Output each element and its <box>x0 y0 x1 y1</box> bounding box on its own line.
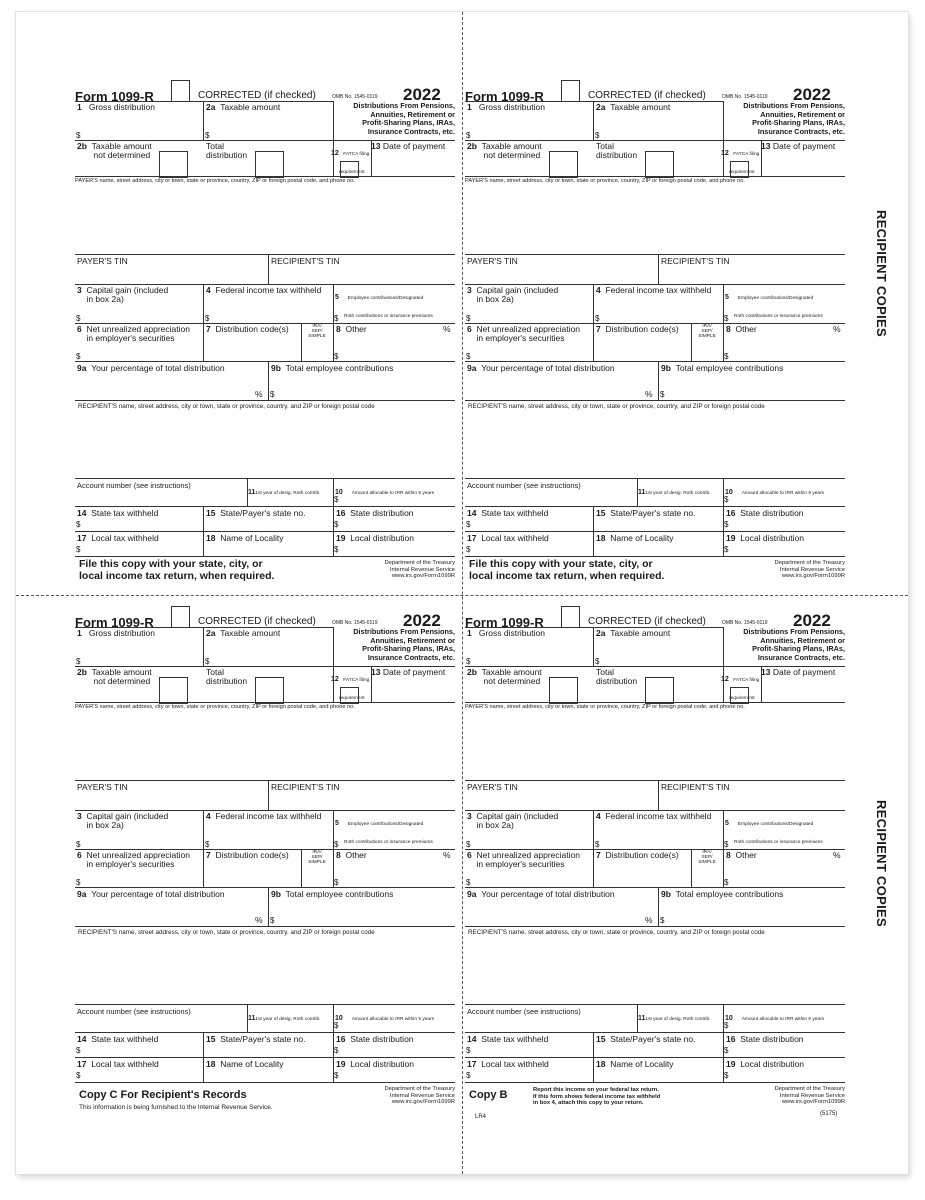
box9b-employee-contributions: 9b Total employee contributions <box>661 889 784 899</box>
box12-fatca: 12 FATCA filing requirement <box>331 676 370 701</box>
box10-dollar: $ <box>724 495 729 504</box>
box9a-percent: % <box>645 389 653 399</box>
box5-employee-contributions: 5 Employee contributions/Designated Roth contributions or insurance premiums <box>725 294 823 319</box>
box8-percent: % <box>443 850 451 860</box>
box17-local-tax: 17 Local tax withheld <box>467 533 549 543</box>
corrected-checkbox[interactable] <box>561 606 580 628</box>
box17-local-tax: 17 Local tax withheld <box>77 1059 159 1069</box>
box15-state-payer-no: 15 State/Payer's state no. <box>206 508 306 518</box>
box15-state-payer-no: 15 State/Payer's state no. <box>596 508 696 518</box>
dept-treasury: Department of the Treasury Internal Revenue Service www.irs.gov/Form1099R <box>774 1086 845 1105</box>
payer-info-label: PAYER'S name, street address, city or town, state or province, country, ZIP or foreign postal code, and phone no. <box>75 178 355 184</box>
corrected-label: CORRECTED (if checked) <box>588 616 706 627</box>
box10-amount-irr: 10 Amount allocable to IRR within 5 years <box>725 1015 825 1022</box>
box14-dollar: $ <box>76 1046 81 1055</box>
payer-tin: PAYER'S TIN <box>77 782 128 792</box>
box16-state-distribution: 16 State distribution <box>336 1034 414 1044</box>
box2a-dollar: $ <box>595 131 600 140</box>
box2a-taxable-amount: 2a Taxable amount <box>596 102 671 112</box>
box16-dollar: $ <box>334 1046 339 1055</box>
vertical-perforation <box>462 12 463 1174</box>
box1-dollar: $ <box>76 131 81 140</box>
box12-fatca: 12 FATCA filing requirement <box>331 150 370 175</box>
box4-dollar: $ <box>205 314 210 323</box>
box9b-employee-contributions: 9b Total employee contributions <box>271 363 394 373</box>
box5-dollar: $ <box>334 314 339 323</box>
box9a-percent: % <box>645 915 653 925</box>
box8-dollar: $ <box>724 352 729 361</box>
box8-dollar: $ <box>724 878 729 887</box>
payer-tin: PAYER'S TIN <box>467 782 518 792</box>
box4-federal-tax-withheld: 4 Federal income tax withheld <box>596 285 712 295</box>
box18-locality: 18 Name of Locality <box>206 1059 284 1069</box>
side-label-text: RECIPIENT COPIES <box>873 209 889 337</box>
dept-treasury: Department of the Treasury Internal Revenue Service www.irs.gov/Form1099R <box>384 1086 455 1105</box>
omb-number: OMB No. 1545-0119 <box>722 94 768 100</box>
total-distribution: Total distribution <box>596 667 638 686</box>
form-name: Form 1099-R <box>465 615 544 630</box>
form-name: Form 1099-R <box>75 89 154 104</box>
ira-sep-simple: IRA/ SEP/ SIMPLE <box>308 850 326 866</box>
total-distribution-checkbox[interactable] <box>255 151 284 178</box>
box3-dollar: $ <box>466 840 471 849</box>
account-number: Account number (see instructions) <box>77 1007 191 1016</box>
box16-state-distribution: 16 State distribution <box>726 1034 804 1044</box>
omb-number: OMB No. 1545-0119 <box>332 94 378 100</box>
box9a-percentage: 9a Your percentage of total distribution <box>77 363 225 373</box>
box2b-checkbox[interactable] <box>159 677 188 704</box>
corrected-checkbox[interactable] <box>171 606 190 628</box>
box2a-taxable-amount: 2a Taxable amount <box>206 628 281 638</box>
box3-capital-gain: 3 Capital gain (included in box 2a) <box>467 285 559 304</box>
box12-fatca: 12 FATCA filing requirement <box>721 150 760 175</box>
corrected-checkbox[interactable] <box>561 80 580 102</box>
box9a-percentage: 9a Your percentage of total distribution <box>467 363 615 373</box>
box13-date-of-payment: 13 Date of payment <box>761 667 836 677</box>
box10-dollar: $ <box>334 495 339 504</box>
footer-instruction: File this copy with your state, city, or local income tax return, when required. <box>79 558 275 582</box>
payer-tin: PAYER'S TIN <box>77 256 128 266</box>
total-distribution-checkbox[interactable] <box>645 151 674 178</box>
form-bottom-right <box>465 611 845 1134</box>
payer-tin: PAYER'S TIN <box>467 256 518 266</box>
box19-local-distribution: 19 Local distribution <box>726 533 804 543</box>
form-name: Form 1099-R <box>465 89 544 104</box>
corrected-label: CORRECTED (if checked) <box>198 616 316 627</box>
omb-number: OMB No. 1545-0119 <box>722 620 768 626</box>
box1-dollar: $ <box>466 657 471 666</box>
box2b-taxable-not-determined: 2b Taxable amount not determined <box>77 141 152 160</box>
box6-dollar: $ <box>466 352 471 361</box>
box17-dollar: $ <box>76 1071 81 1080</box>
box6-dollar: $ <box>76 878 81 887</box>
box19-dollar: $ <box>724 1071 729 1080</box>
box12-checkbox[interactable] <box>730 687 749 704</box>
box2a-taxable-amount: 2a Taxable amount <box>596 628 671 638</box>
box15-state-payer-no: 15 State/Payer's state no. <box>596 1034 696 1044</box>
box19-dollar: $ <box>334 545 339 554</box>
box6-dollar: $ <box>76 352 81 361</box>
box4-dollar: $ <box>205 840 210 849</box>
recipient-tin: RECIPIENT'S TIN <box>661 256 730 266</box>
box6-net-unrealized: 6 Net unrealized appreciation in employer's securities <box>467 850 580 869</box>
box5-dollar: $ <box>724 840 729 849</box>
box8-dollar: $ <box>334 878 339 887</box>
tax-year: 2022 <box>403 611 441 630</box>
box14-state-tax: 14 State tax withheld <box>77 1034 159 1044</box>
box10-amount-irr: 10 Amount allocable to IRR within 5 years <box>725 489 825 496</box>
form-code-left: LR4 <box>475 1114 487 1120</box>
recipient-tin: RECIPIENT'S TIN <box>271 256 340 266</box>
box18-locality: 18 Name of Locality <box>596 1059 674 1069</box>
box14-state-tax: 14 State tax withheld <box>467 508 549 518</box>
box2a-dollar: $ <box>205 131 210 140</box>
box5-dollar: $ <box>724 314 729 323</box>
box8-percent: % <box>833 850 841 860</box>
box16-dollar: $ <box>334 520 339 529</box>
corrected-checkbox[interactable] <box>171 80 190 102</box>
box1-dollar: $ <box>76 657 81 666</box>
box17-dollar: $ <box>76 545 81 554</box>
box8-other: 8 Other <box>726 850 757 860</box>
form-bottom-left <box>75 611 455 1134</box>
box16-dollar: $ <box>724 1046 729 1055</box>
box10-amount-irr: 10 Amount allocable to IRR within 5 years <box>335 1015 435 1022</box>
box1-gross-distribution: 1 Gross distribution <box>77 102 155 112</box>
box8-dollar: $ <box>334 352 339 361</box>
box19-dollar: $ <box>334 1071 339 1080</box>
box11-roth-year: 111st year of desig. Roth contrib. <box>638 489 711 496</box>
box17-dollar: $ <box>466 1071 471 1080</box>
box2b-taxable-not-determined: 2b Taxable amount not determined <box>77 667 152 686</box>
copy-c-subtitle: This information is being furnished to the Internal Revenue Service. <box>79 1104 273 1111</box>
box7-distribution-code: 7 Distribution code(s) <box>206 324 289 334</box>
box12-checkbox[interactable] <box>340 161 359 178</box>
corrected-label: CORRECTED (if checked) <box>588 90 706 101</box>
box9b-employee-contributions: 9b Total employee contributions <box>271 889 394 899</box>
recipient-info-label: RECIPIENT'S name, street address, city or town, state or province, country, and ZIP or foreign postal code <box>468 929 765 936</box>
footer-instruction: File this copy with your state, city, or local income tax return, when required. <box>469 558 665 582</box>
box18-locality: 18 Name of Locality <box>596 533 674 543</box>
form-name: Form 1099-R <box>75 615 154 630</box>
box14-state-tax: 14 State tax withheld <box>467 1034 549 1044</box>
box5-employee-contributions: 5 Employee contributions/Designated Roth contributions or insurance premiums <box>335 820 433 845</box>
box11-roth-year: 111st year of desig. Roth contrib. <box>248 489 321 496</box>
box3-capital-gain: 3 Capital gain (included in box 2a) <box>467 811 559 830</box>
copy-b-note: Report this income on your federal tax return. If this form shows federal income tax withheld in box 4, attach this copy to your return. <box>533 1087 661 1107</box>
payer-info-label: PAYER'S name, street address, city or town, state or province, country, ZIP or foreign postal code, and phone no. <box>465 178 745 184</box>
box11-roth-year: 111st year of desig. Roth contrib. <box>638 1015 711 1022</box>
box10-dollar: $ <box>724 1021 729 1030</box>
box4-federal-tax-withheld: 4 Federal income tax withheld <box>206 285 322 295</box>
box12-checkbox[interactable] <box>730 161 749 178</box>
box9b-dollar: $ <box>270 390 275 399</box>
box4-dollar: $ <box>595 840 600 849</box>
box19-local-distribution: 19 Local distribution <box>726 1059 804 1069</box>
form-title: Distributions From Pensions, Annuities, Retirement or Profit-Sharing Plans, IRAs, Insurance Contracts, etc. <box>743 627 845 662</box>
account-number: Account number (see instructions) <box>467 481 581 490</box>
box10-amount-irr: 10 Amount allocable to IRR within 5 years <box>335 489 435 496</box>
payer-info-label: PAYER'S name, street address, city or town, state or province, country, ZIP or foreign postal code, and phone no. <box>465 704 745 710</box>
box2b-checkbox[interactable] <box>549 677 578 704</box>
box5-employee-contributions: 5 Employee contributions/Designated Roth contributions or insurance premiums <box>725 820 823 845</box>
box9b-employee-contributions: 9b Total employee contributions <box>661 363 784 373</box>
box13-date-of-payment: 13 Date of payment <box>371 667 446 677</box>
box9a-percent: % <box>255 389 263 399</box>
box9a-percent: % <box>255 915 263 925</box>
box17-local-tax: 17 Local tax withheld <box>467 1059 549 1069</box>
copy-b-title: Copy B <box>469 1089 508 1101</box>
box6-dollar: $ <box>466 878 471 887</box>
box9b-dollar: $ <box>660 916 665 925</box>
box7-distribution-code: 7 Distribution code(s) <box>206 850 289 860</box>
box8-other: 8 Other <box>726 324 757 334</box>
box19-local-distribution: 19 Local distribution <box>336 533 414 543</box>
box9a-percentage: 9a Your percentage of total distribution <box>77 889 225 899</box>
box3-capital-gain: 3 Capital gain (included in box 2a) <box>77 285 169 304</box>
box19-local-distribution: 19 Local distribution <box>336 1059 414 1069</box>
form-title: Distributions From Pensions, Annuities, Retirement or Profit-Sharing Plans, IRAs, Insurance Contracts, etc. <box>743 101 845 136</box>
box13-date-of-payment: 13 Date of payment <box>371 141 446 151</box>
dept-treasury: Department of the Treasury Internal Revenue Service www.irs.gov/Form1099R <box>774 560 845 579</box>
recipient-info-label: RECIPIENT'S name, street address, city or town, state or province, country, and ZIP or foreign postal code <box>78 929 375 936</box>
box17-dollar: $ <box>466 545 471 554</box>
box14-dollar: $ <box>76 520 81 529</box>
box9b-dollar: $ <box>660 390 665 399</box>
box5-employee-contributions: 5 Employee contributions/Designated Roth contributions or insurance premiums <box>335 294 433 319</box>
total-distribution-checkbox[interactable] <box>255 677 284 704</box>
corrected-label: CORRECTED (if checked) <box>198 90 316 101</box>
box3-dollar: $ <box>466 314 471 323</box>
box19-dollar: $ <box>724 545 729 554</box>
total-distribution: Total distribution <box>206 141 248 160</box>
box4-dollar: $ <box>595 314 600 323</box>
tax-year: 2022 <box>793 611 831 630</box>
box1-gross-distribution: 1 Gross distribution <box>467 102 545 112</box>
box10-dollar: $ <box>334 1021 339 1030</box>
recipient-info-label: RECIPIENT'S name, street address, city or town, state or province, country, and ZIP or foreign postal code <box>78 403 375 410</box>
box2b-taxable-not-determined: 2b Taxable amount not determined <box>467 667 542 686</box>
box1-gross-distribution: 1 Gross distribution <box>77 628 155 638</box>
box7-distribution-code: 7 Distribution code(s) <box>596 850 679 860</box>
box1-dollar: $ <box>466 131 471 140</box>
box16-state-distribution: 16 State distribution <box>726 508 804 518</box>
box9a-percentage: 9a Your percentage of total distribution <box>467 889 615 899</box>
box17-local-tax: 17 Local tax withheld <box>77 533 159 543</box>
form-top-left <box>75 85 455 608</box>
recipient-info-label: RECIPIENT'S name, street address, city or town, state or province, country, and ZIP or foreign postal code <box>468 403 765 410</box>
box16-state-distribution: 16 State distribution <box>336 508 414 518</box>
box6-net-unrealized: 6 Net unrealized appreciation in employer's securities <box>77 850 190 869</box>
form-title: Distributions From Pensions, Annuities, Retirement or Profit-Sharing Plans, IRAs, Insurance Contracts, etc. <box>353 101 455 136</box>
box2b-checkbox[interactable] <box>159 151 188 178</box>
box2b-checkbox[interactable] <box>549 151 578 178</box>
form-top-right <box>465 85 845 608</box>
account-number: Account number (see instructions) <box>77 481 191 490</box>
account-number: Account number (see instructions) <box>467 1007 581 1016</box>
payer-info-label: PAYER'S name, street address, city or town, state or province, country, ZIP or foreign postal code, and phone no. <box>75 704 355 710</box>
box14-state-tax: 14 State tax withheld <box>77 508 159 518</box>
tax-year: 2022 <box>403 85 441 104</box>
tax-year: 2022 <box>793 85 831 104</box>
box9b-dollar: $ <box>270 916 275 925</box>
box2a-dollar: $ <box>595 657 600 666</box>
box4-federal-tax-withheld: 4 Federal income tax withheld <box>206 811 322 821</box>
box4-federal-tax-withheld: 4 Federal income tax withheld <box>596 811 712 821</box>
ira-sep-simple: IRA/ SEP/ SIMPLE <box>698 324 716 340</box>
total-distribution-checkbox[interactable] <box>645 677 674 704</box>
box8-other: 8 Other <box>336 850 367 860</box>
box13-date-of-payment: 13 Date of payment <box>761 141 836 151</box>
total-distribution: Total distribution <box>206 667 248 686</box>
box8-other: 8 Other <box>336 324 367 334</box>
box15-state-payer-no: 15 State/Payer's state no. <box>206 1034 306 1044</box>
form-code-right: (5175) <box>820 1111 838 1117</box>
box2a-taxable-amount: 2a Taxable amount <box>206 102 281 112</box>
box16-dollar: $ <box>724 520 729 529</box>
box11-roth-year: 111st year of desig. Roth contrib. <box>248 1015 321 1022</box>
box8-percent: % <box>833 324 841 334</box>
box1-gross-distribution: 1 Gross distribution <box>467 628 545 638</box>
box5-dollar: $ <box>334 840 339 849</box>
box12-fatca: 12 FATCA filing requirement <box>721 676 760 701</box>
copy-c-title: Copy C For Recipient's Records <box>79 1089 247 1101</box>
ira-sep-simple: IRA/ SEP/ SIMPLE <box>698 850 716 866</box>
side-label-text: RECIPIENT COPIES <box>873 799 889 927</box>
box8-percent: % <box>443 324 451 334</box>
omb-number: OMB No. 1545-0119 <box>332 620 378 626</box>
box2b-taxable-not-determined: 2b Taxable amount not determined <box>467 141 542 160</box>
box12-checkbox[interactable] <box>340 687 359 704</box>
total-distribution: Total distribution <box>596 141 638 160</box>
recipient-tin: RECIPIENT'S TIN <box>661 782 730 792</box>
dept-treasury: Department of the Treasury Internal Revenue Service www.irs.gov/Form1099R <box>384 560 455 579</box>
box2a-dollar: $ <box>205 657 210 666</box>
side-label-top <box>866 188 896 358</box>
box7-distribution-code: 7 Distribution code(s) <box>596 324 679 334</box>
box14-dollar: $ <box>466 1046 471 1055</box>
box14-dollar: $ <box>466 520 471 529</box>
ira-sep-simple: IRA/ SEP/ SIMPLE <box>308 324 326 340</box>
recipient-tin: RECIPIENT'S TIN <box>271 782 340 792</box>
box6-net-unrealized: 6 Net unrealized appreciation in employer's securities <box>467 324 580 343</box>
side-label-bottom <box>866 778 896 948</box>
box3-dollar: $ <box>76 840 81 849</box>
form-title: Distributions From Pensions, Annuities, Retirement or Profit-Sharing Plans, IRAs, Insurance Contracts, etc. <box>353 627 455 662</box>
box3-capital-gain: 3 Capital gain (included in box 2a) <box>77 811 169 830</box>
box6-net-unrealized: 6 Net unrealized appreciation in employer's securities <box>77 324 190 343</box>
box18-locality: 18 Name of Locality <box>206 533 284 543</box>
box3-dollar: $ <box>76 314 81 323</box>
